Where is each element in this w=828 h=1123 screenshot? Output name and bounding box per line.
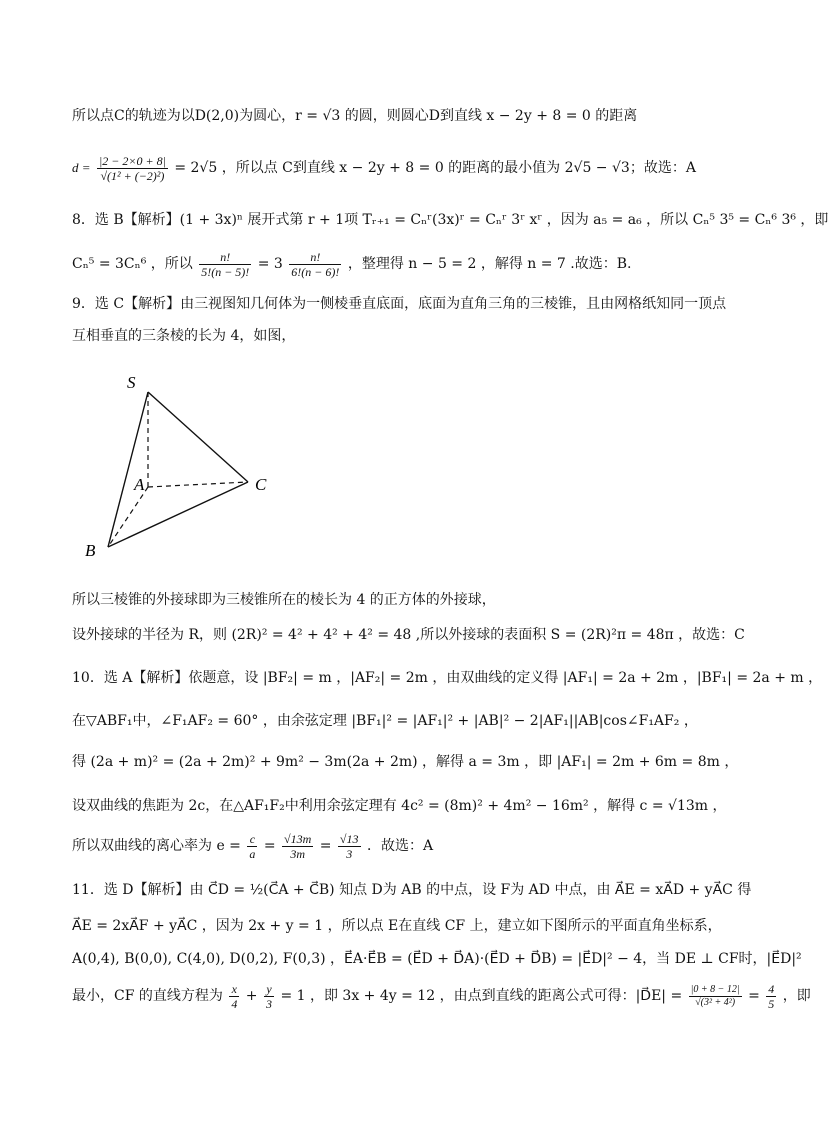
distance-label: d = [72,160,91,175]
fraction-numerator: x [229,982,239,997]
fraction-y-over-3 [264,982,274,1011]
text-line-10: 在▽ABF₁中，∠F₁AF₂ = 60° ，由余弦定理 |BF₁|² = |AF₁|² + |AB|² − 2|AF₁||AB|cos∠F₁AF₂ ， [72,713,698,729]
vertex-label-A: A [134,475,145,494]
fraction-1 [199,250,251,279]
pyramid-diagram [80,370,280,560]
fraction-numerator: 4 [768,981,775,996]
fraction-distance [689,984,742,1009]
text-line-9: 10．选 A【解析】依题意，设 |BF₂| = m ，|AF₂| = 2m ，由双曲线的定义得 |AF₁| = 2a + 2m ，|BF₁| = 2a + m ， [72,670,823,686]
line-17-prefix: 最小，CF 的直线方程为 [72,988,223,1004]
fraction-denominator: 3 [265,996,272,1011]
text-line-2 [72,148,696,188]
line-4-mid: = 3 [257,256,283,272]
edge-AC [148,482,248,487]
vertex-label-S: S [127,373,136,392]
line-2-rest: = 2√5 ，所以点 C到直线 x − 2y + 8 = 0 的距离的最小值为 2√5 − √3；故选：A [174,160,696,176]
edge-SB [108,392,148,547]
fraction-numerator: n! [199,250,251,265]
text-line-15: A⃗E = 2xA⃗F + yA⃗C ，因为 2x + y = 1 ，所以点 E在直线 CF 上，建立如下图所示的平面直角坐标系， [72,918,722,934]
fraction-3 [338,832,361,861]
line-13-mid2: = [319,838,332,854]
distance-fraction [97,154,168,183]
fraction-denominator: 5!(n − 5)! [201,264,250,279]
fraction-denominator: a [249,846,256,861]
line-4-rest: ，整理得 n − 5 = 2 ，解得 n = 7 .故选：B. [347,256,632,272]
text-line-11: 得 (2a + m)² = (2a + 2m)² + 9m² − 3m(2a + 2m) ，解得 a = 3m ，即 |AF₁| = 2m + 6m = 8m ， [72,754,739,770]
text-line-14: 11．选 D【解析】由 C⃗D = ½(C⃗A + C⃗B) 知点 D为 AB 的中点，设 F为 AD 中点，由 A⃗E = xA⃗D + yA⃗C 得 [72,882,752,898]
fraction-denominator: 6!(n − 6)! [291,264,340,279]
fraction-numerator: n! [289,250,341,265]
vertex-label-B: B [85,541,96,560]
text-line-16: A(0,4), B(0,0), C(4,0), D(0,2), F(0,3) ，E⃗A·E⃗B = (E⃗D + D⃗A)·(E⃗D + D⃗B) = |E⃗D|² − 4，当 DE ⊥ CF时，|E⃗D|² [72,951,802,967]
fraction-4-over-5 [766,982,776,1011]
fraction-numerator: |2 − 2×0 + 8| [98,153,166,168]
edge-BC [108,482,248,547]
fraction-2 [289,250,341,279]
text-line-6: 互相垂直的三条棱的长为 4，如图， [72,328,296,344]
line-13-prefix: 所以双曲线的离心率为 e = [72,838,241,854]
line-13-rest: ．故选：A [366,838,434,854]
text-line-7: 所以三棱锥的外接球即为三棱锥所在的棱长为 4 的正方体的外接球， [72,592,496,608]
line-13-mid: = [263,838,276,854]
pyramid-figure [80,370,280,560]
fraction-numerator: y [264,982,274,997]
fraction-2 [282,832,313,861]
text-line-3: 8．选 B【解析】(1 + 3x)ⁿ 展开式第 r + 1项 Tᵣ₊₁ = Cₙʳ(3x)ʳ = Cₙʳ 3ʳ xʳ ，因为 a₅ = a₆ ，所以 Cₙ⁵ 3⁵ = Cₙ⁶ 3⁶ ，即 [72,212,828,228]
text-line-4 [72,246,631,282]
text-line-1: 所以点C的轨迹为以D(2,0)为圆心，r = √3 的圆，则圆心D到直线 x − 2y + 8 = 0 的距离 [72,108,638,124]
fraction-numerator: c [247,832,257,847]
vertex-label-C: C [255,475,267,494]
fraction-denominator: 3 [346,846,353,861]
fraction-numerator: √13m [284,831,312,846]
fraction-numerator: |0 + 8 − 12| [690,983,740,995]
line-17-mid: = 1 ，即 3x + 4y = 12 ，由点到直线的距离公式可得：|D⃗E| = [280,988,683,1004]
text-line-5: 9．选 C【解析】由三视图知几何体为一侧棱垂直底面，底面为直角三角的三棱锥，且由网格纸知同一顶点 [72,296,727,312]
fraction-denominator: 3m [290,846,305,861]
line-17-mid2: = [748,988,760,1004]
fraction-denominator: 5 [768,996,775,1011]
fraction-denominator: √(1² + (−2)²) [100,168,165,183]
edge-SC [148,392,248,482]
fraction-denominator: 4 [231,996,238,1011]
fraction-x-over-4 [229,982,239,1011]
fraction-c-over-a [247,832,257,861]
fraction-numerator: √13 [339,831,359,846]
line-17-rest: ，即 [782,988,811,1004]
text-line-17 [72,978,811,1014]
plus-sign: + [245,988,258,1004]
fraction-denominator: √(3² + 4²) [695,996,736,1008]
line-4-prefix: Cₙ⁵ = 3Cₙ⁶ ，所以 [72,256,193,272]
text-line-8: 设外接球的半径为 R，则 (2R)² = 4² + 4² + 4² = 48 ,所以外接球的表面积 S = (2R)²π = 48π ，故选：C [72,627,745,643]
text-line-13 [72,828,433,864]
text-line-12: 设双曲线的焦距为 2c，在△AF₁F₂中利用余弦定理有 4c² = (8m)² + 4m² − 16m² ，解得 c = √13m ， [72,798,727,814]
